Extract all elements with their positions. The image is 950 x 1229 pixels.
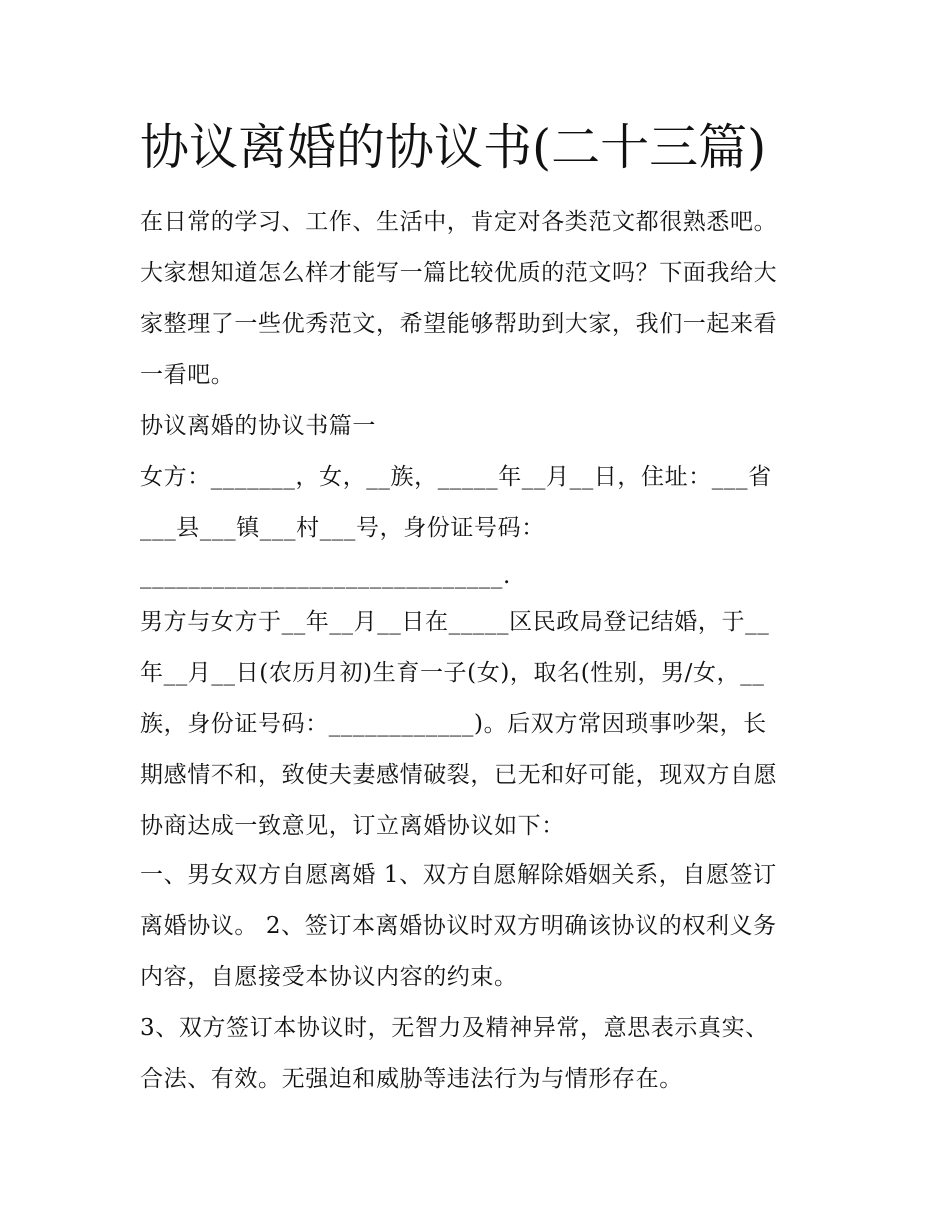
paragraph-line-8: ______________________________. — [140, 563, 511, 589]
paragraph-line-18: 合法、有效。无强迫和威胁等违法行为与情形存在。 — [140, 1066, 683, 1092]
section-heading: 协议离婚的协议书篇一 — [140, 413, 376, 439]
paragraph-line-3: 家整理了一些优秀范文，希望能够帮助到大家，我们一起来看 — [140, 311, 778, 337]
paragraph-line-10: 年__月__日(农历月初)生育一子(女)，取名(性别，男/女，__ — [140, 660, 765, 686]
paragraph-line-2: 大家想知道怎么样才能写一篇比较优质的范文吗？下面我给大 — [140, 260, 778, 286]
paragraph-line-6: 女方：_______，女，__族，_____年__月__日，住址：___省 — [140, 464, 772, 490]
paragraph-line-13: 协商达成一致意见，订立离婚协议如下： — [140, 813, 565, 839]
document-title: 协议离婚的协议书(二十三篇) — [140, 119, 767, 176]
paragraph-line-12: 期感情不和，致使夫妻感情破裂，已无和好可能，现双方自愿 — [140, 762, 778, 788]
paragraph-line-1: 在日常的学习、工作、生活中，肯定对各类范文都很熟悉吧。 — [140, 209, 778, 235]
paragraph-line-16: 内容，自愿接受本协议内容的约束。 — [140, 964, 518, 990]
paragraph-line-9: 男方与女方于__年__月__日在_____区民政局登记结婚，于__ — [140, 609, 770, 635]
paragraph-line-11: 族，身份证号码：____________)。后双方常因琐事吵架，长 — [140, 711, 767, 737]
paragraph-line-17: 3、双方签订本协议时，无智力及精神异常，意思表示真实、 — [140, 1015, 769, 1041]
paragraph-line-4: 一看吧。 — [140, 362, 235, 388]
paragraph-line-15: 离婚协议。 2、签订本离婚协议时双方明确该协议的权利义务 — [140, 913, 777, 939]
paragraph-line-14: 一、男女双方自愿离婚 1、双方自愿解除婚姻关系，自愿签订 — [140, 862, 777, 888]
paragraph-line-7: ___县___镇___村___号，身份证号码： — [140, 515, 545, 541]
